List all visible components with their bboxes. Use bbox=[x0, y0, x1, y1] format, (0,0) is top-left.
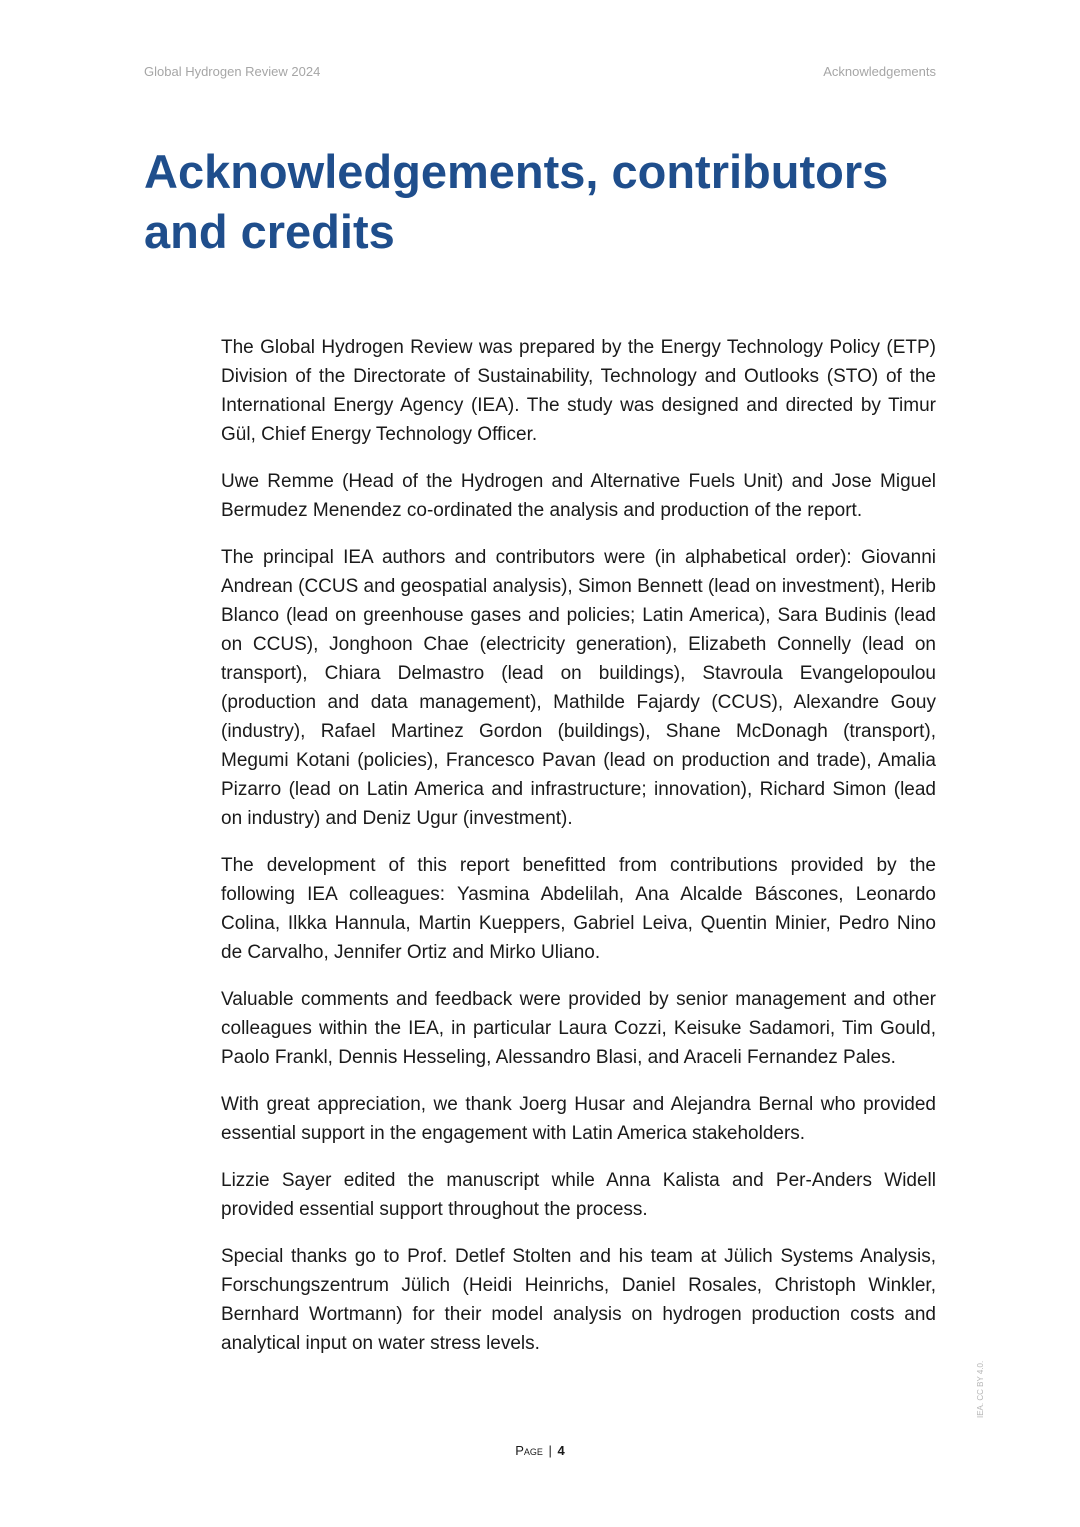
paragraph-feedback: Valuable comments and feedback were provided by senior management and other colleagues within the IEA, in particular Laura Cozzi, Keisuke Sadamori, Tim Gould, Paolo Frankl, Dennis Hesseling, Alessandro Blasi, and Araceli Fernandez Pales. bbox=[221, 989, 936, 1068]
report-title-header: Global Hydrogen Review 2024 bbox=[144, 64, 321, 79]
section-name-header: Acknowledgements bbox=[823, 64, 936, 79]
running-header bbox=[144, 64, 936, 79]
page-title: Acknowledgements, contributors and credits bbox=[144, 145, 889, 258]
page-number: 4 bbox=[557, 1443, 565, 1458]
page-label: Page bbox=[515, 1443, 543, 1458]
page-footer bbox=[0, 1443, 1080, 1458]
paragraph-editing: Lizzie Sayer edited the manuscript while Anna Kalista and Per-Anders Widell provided essential support throughout the process. bbox=[221, 1170, 936, 1220]
paragraph-coordination: Uwe Remme (Head of the Hydrogen and Alternative Fuels Unit) and Jose Miguel Bermudez Menendez co-ordinated the analysis and production of the report. bbox=[221, 471, 936, 521]
paragraph-appreciation: With great appreciation, we thank Joerg Husar and Alejandra Bernal who provided essential support in the engagement with Latin America stakeholders. bbox=[221, 1094, 936, 1144]
paragraph-contributions: The development of this report benefitted from contributions provided by the following IEA colleagues: Yasmina Abdelilah, Ana Alcalde Báscones, Leonardo Colina, Ilkka Hannula, Martin Kueppers, Gabriel Leiva, Quentin Minier, Pedro Nino de Carvalho, Jennifer Ortiz and Mirko Uliano. bbox=[221, 855, 936, 963]
paragraph-authors: The principal IEA authors and contributors were (in alphabetical order): Giovanni Andrean (CCUS and geospatial analysis), Simon Bennett (lead on investment), Herib Blanco (lead on greenhouse gases and policies; Latin America), Sara Budinis (lead on CCUS), Jonghoon Chae (electricity generation), Elizabeth Connelly (lead on transport), Chiara Delmastro (lead on buildings), Stavroula Evangelopoulou (production and data management), Mathilde Fajardy (CCUS), Alexandre Gouy (industry), Rafael Martinez Gordon (buildings), Shane McDonagh (transport), Megumi Kotani (policies), Francesco Pavan (lead on production and trade), Amalia Pizarro (lead on Latin America and infrastructure; innovation), Richard Simon (lead on industry) and Deniz Ugur (investment). bbox=[221, 547, 936, 829]
body-text bbox=[221, 333, 936, 1376]
page-separator: | bbox=[548, 1443, 552, 1458]
paragraph-preparation: The Global Hydrogen Review was prepared by the Energy Technology Policy (ETP) Division of the Directorate of Sustainability, Technology and Outlooks (STO) of the International Energy Agency (IEA). The study was designed and directed by Timur Gül, Chief Energy Technology Officer. bbox=[221, 337, 936, 445]
license-notice: IEA. CC BY 4.0. bbox=[976, 1360, 985, 1418]
paragraph-special-thanks: Special thanks go to Prof. Detlef Stolten and his team at Jülich Systems Analysis, Forschungszentrum Jülich (Heidi Heinrichs, Daniel Rosales, Christoph Winkler, Bernhard Wortmann) for their model analysis on hydrogen production costs and analytical input on water stress levels. bbox=[221, 1246, 936, 1354]
